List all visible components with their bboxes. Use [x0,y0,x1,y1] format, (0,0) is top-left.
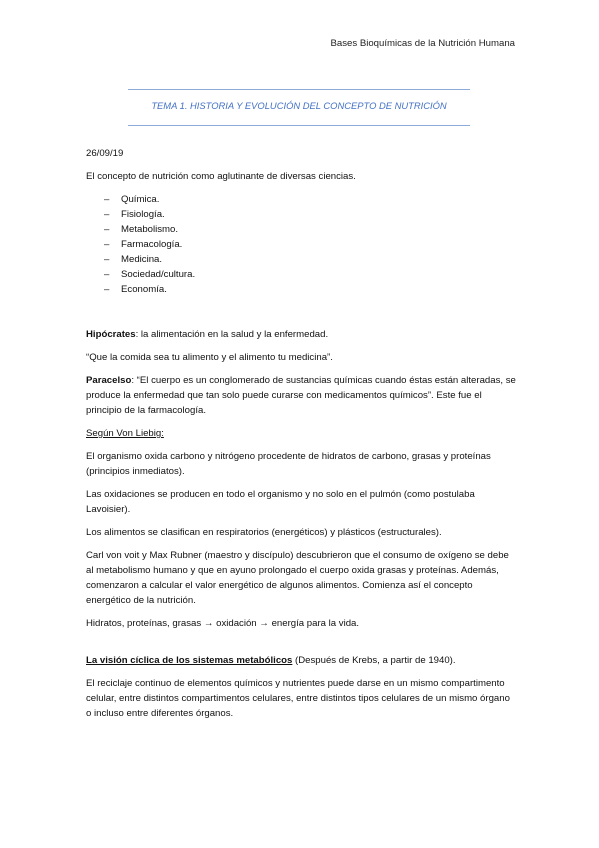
bullet-marker: – [104,224,110,235]
list-item-text: Medicina. [121,254,163,265]
list-item-text: Sociedad/cultura. [121,269,196,280]
list-item [104,207,516,222]
list-item-text: Metabolismo. [121,224,179,235]
hipocrates-name: Hipócrates [86,329,136,340]
list-item [104,282,516,297]
quote-paragraph: “Que la comida sea tu alimento y el alimento tu medicina”. [86,352,333,363]
paracelso-name: Paracelso [86,375,132,386]
title-rule-bottom [128,125,470,126]
document-body [86,146,516,729]
list-item [104,237,516,252]
topic-title: TEMA 1. HISTORIA Y EVOLUCIÓN DEL CONCEPTO DE NUTRICIÓN [151,100,447,111]
paracelso-text: : “El cuerpo es un conglomerado de sustancias químicas cuando éstas están alteradas, se produce la enfermedad que tan solo puede curarse con medicamentos químicos”. Este fue el principio de la farmacología. [86,375,516,416]
running-header: Bases Bioquímicas de la Nutrición Humana [330,38,515,49]
bullet-marker: – [104,284,110,295]
von-liebig-heading: Según Von Liebig: [86,428,164,439]
bullet-marker: – [104,269,110,280]
spacer [86,639,516,653]
bullet-marker: – [104,194,110,205]
date: 26/09/19 [86,148,124,159]
list-item [104,192,516,207]
cyclic-note: (Después de Krebs, a partir de 1940). [292,655,456,666]
paragraph: El organismo oxida carbono y nitrógeno procedente de hidratos de carbono, grasas y proteínas (principios inmediatos). [86,451,491,477]
paragraph: Las oxidaciones se producen en todo el organismo y no solo en el pulmón (como postulaba Lavoisier). [86,489,475,515]
bullet-marker: – [104,239,110,250]
intro-paragraph: El concepto de nutrición como aglutinante de diversas ciencias. [86,171,356,182]
bullet-marker: – [104,209,110,220]
list-item-text: Economía. [121,284,167,295]
list-item [104,252,516,267]
paracelso-paragraph [86,373,516,418]
list-item-text: Química. [121,194,160,205]
spacer [86,297,516,327]
list-item-text: Farmacología. [121,239,183,250]
paragraph: Carl von voit y Max Rubner (maestro y discípulo) descubrieron que el consumo de oxígeno se debe al metabolismo humano y que en ayuno prolongado el cuerpo oxida grasas y proteínas. Además, comenzaron a calcular el valor energético de algunos alimentos. Comienza así el concepto energético de la nutrición. [86,550,509,606]
list-item-text: Fisiología. [121,209,165,220]
paragraph: Los alimentos se clasifican en respiratorios (energéticos) y plásticos (estructurales). [86,527,442,538]
cyclic-paragraph [86,653,516,668]
hipocrates-paragraph [86,327,516,342]
paragraph: El reciclaje continuo de elementos químicos y nutrientes puede darse en un mismo compartimento celular, entre distintos compartimentos celulares, entre distintos tipos celulares de un mismo órgano o incluso entre diferentes órganos. [86,678,510,719]
hipocrates-text: : la alimentación en la salud y la enfermedad. [135,329,329,340]
paragraph: Hidratos, proteínas, grasas → oxidación → energía para la vida. [86,618,360,629]
title-rule-top [128,89,470,90]
cyclic-heading: La visión cíclica de los sistemas metabólicos [86,655,293,666]
bullet-marker: – [104,254,110,265]
list-item [104,222,516,237]
list-item [104,267,516,282]
sciences-list [104,192,516,297]
